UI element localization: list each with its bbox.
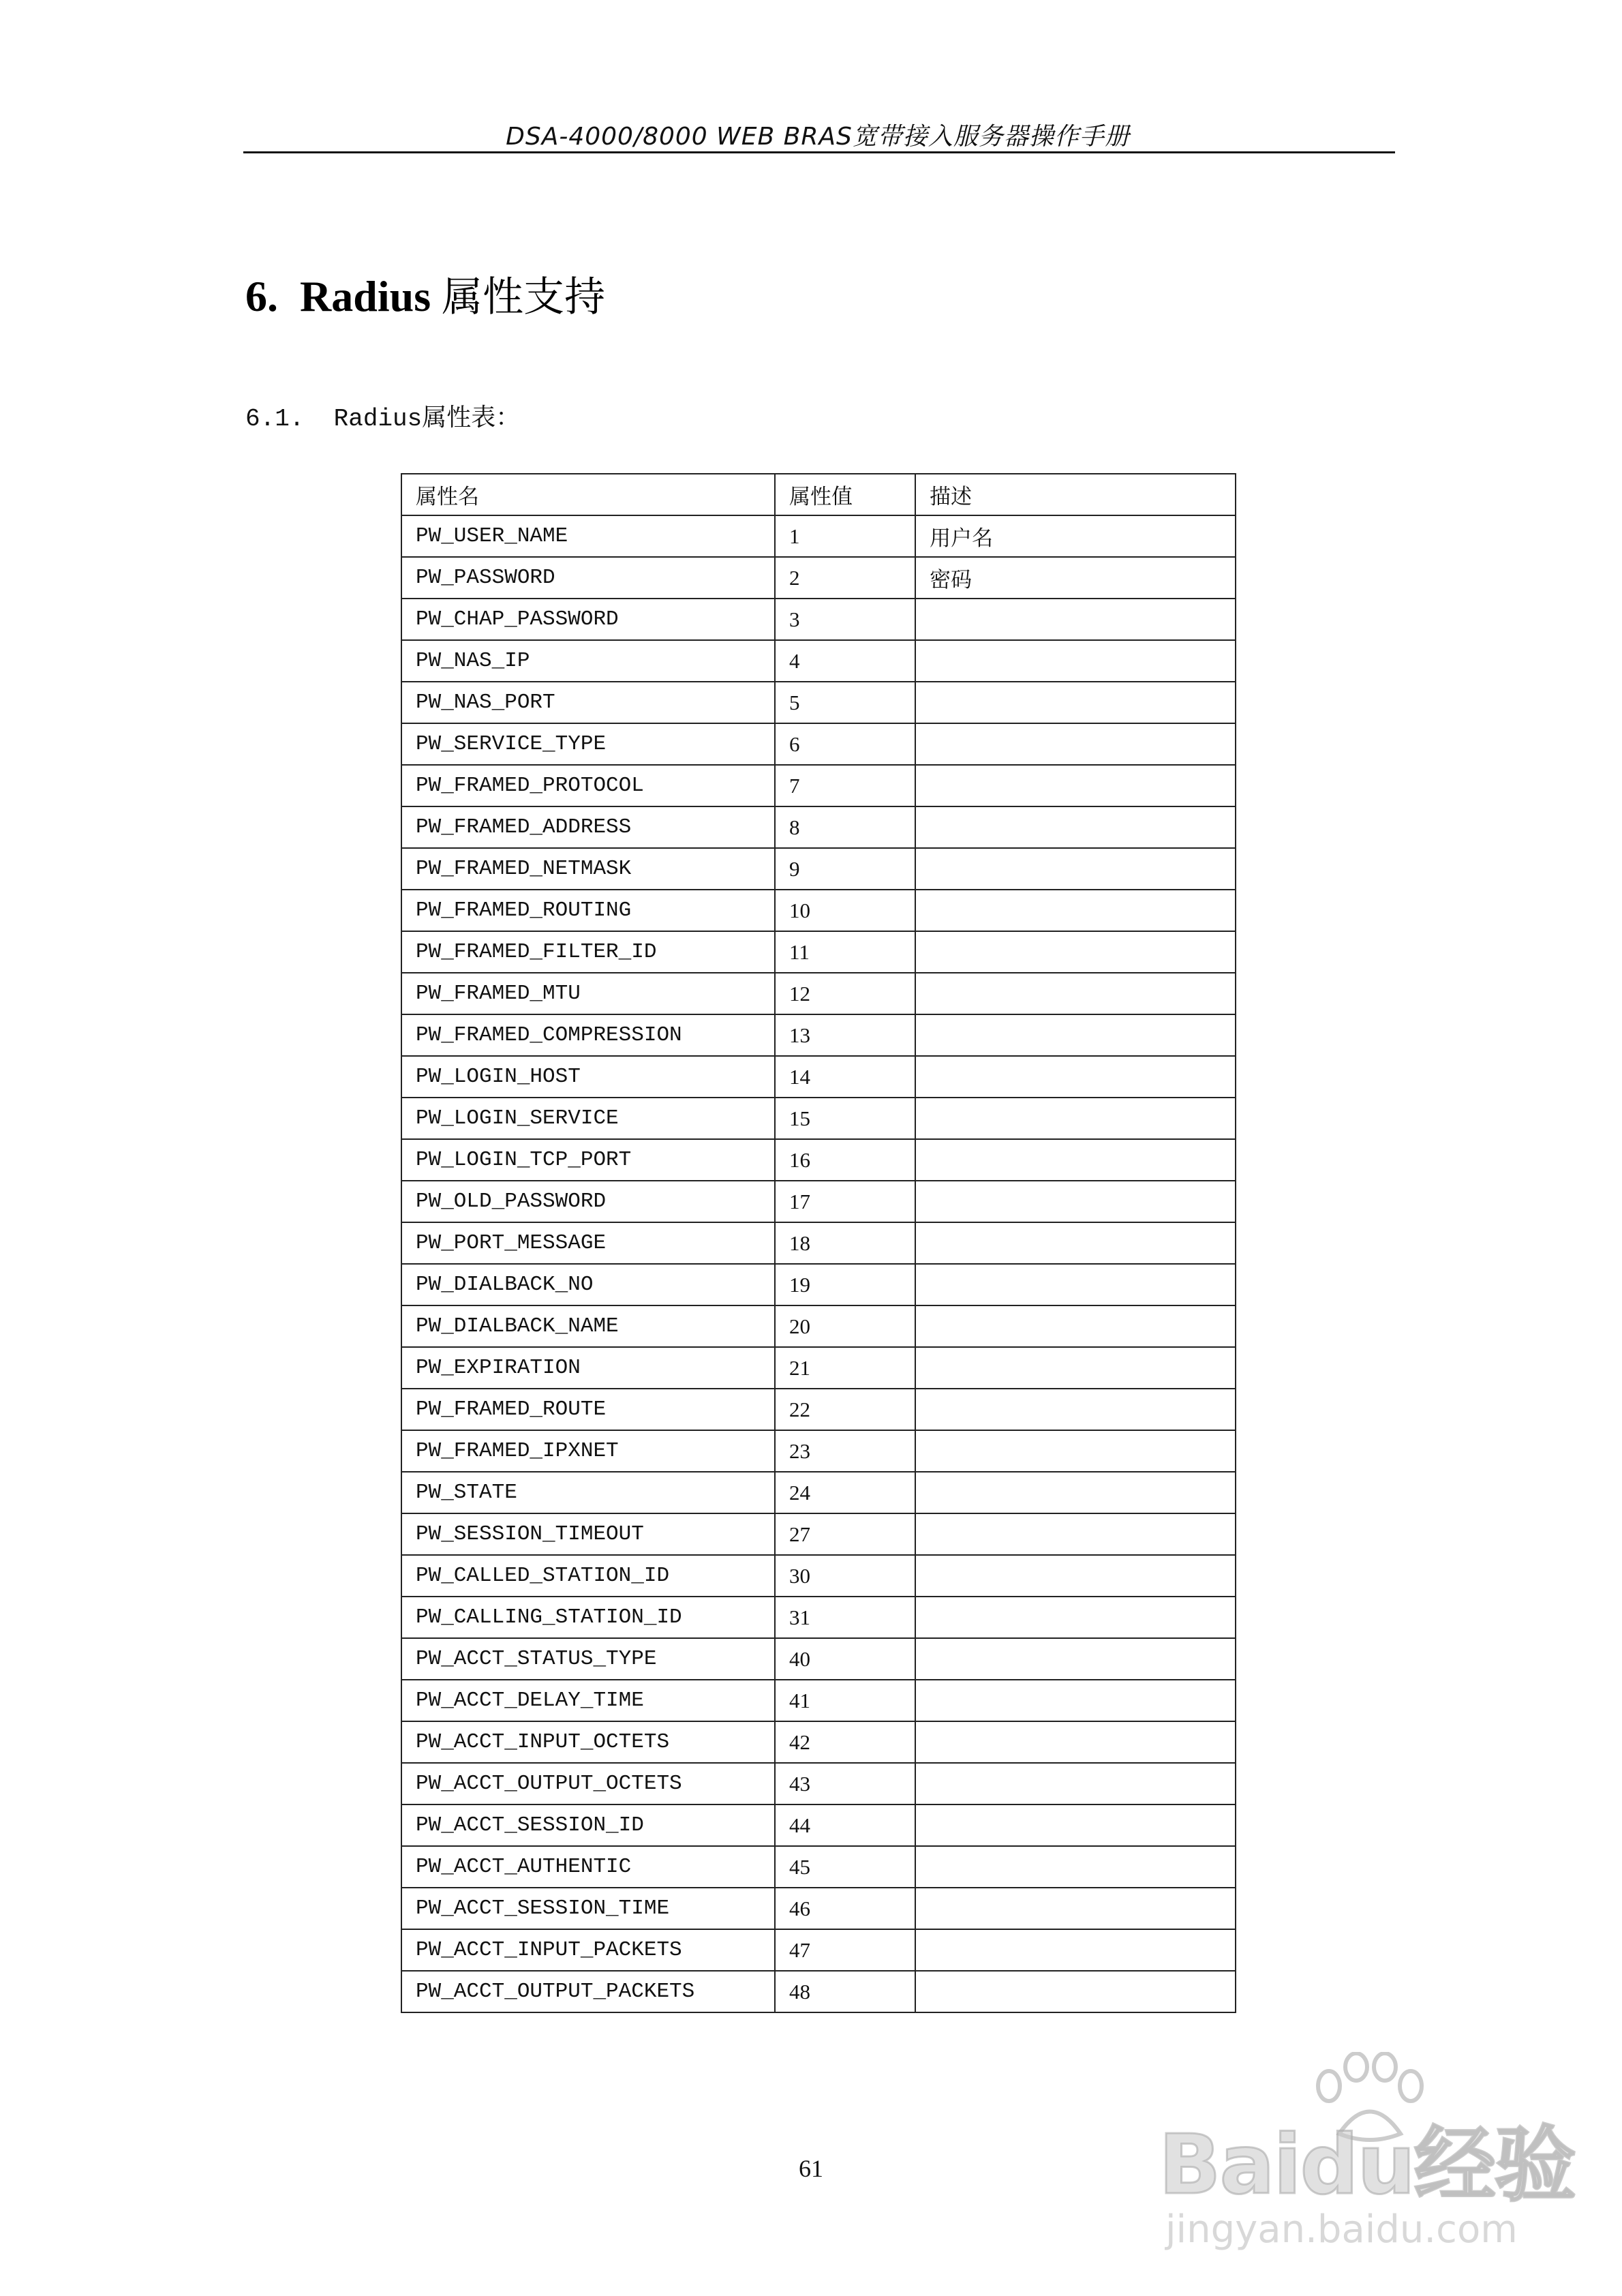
attr-name-cell: PW_FRAMED_MTU — [401, 973, 775, 1014]
attr-value-cell: 19 — [775, 1264, 915, 1305]
attr-description-cell — [915, 1804, 1236, 1846]
table-row — [401, 515, 1236, 557]
table-row — [401, 723, 1236, 765]
table-row — [401, 1971, 1236, 2012]
attr-name-cell: PW_FRAMED_PROTOCOL — [401, 765, 775, 806]
attr-name-cell: PW_SERVICE_TYPE — [401, 723, 775, 765]
attr-description-cell — [915, 1513, 1236, 1555]
table-row — [401, 1680, 1236, 1721]
attr-description-cell — [915, 1472, 1236, 1513]
table-row — [401, 1597, 1236, 1638]
attr-value-cell: 44 — [775, 1804, 915, 1846]
attr-name-cell: PW_NAS_PORT — [401, 682, 775, 723]
attr-value-cell: 43 — [775, 1763, 915, 1804]
attr-name-cell: PW_FRAMED_IPXNET — [401, 1430, 775, 1472]
table-row — [401, 1763, 1236, 1804]
table-row — [401, 1804, 1236, 1846]
attr-value-cell: 7 — [775, 765, 915, 806]
attr-description-cell — [915, 599, 1236, 640]
attr-value-cell: 1 — [775, 515, 915, 557]
attr-name-cell: PW_ACCT_STATUS_TYPE — [401, 1638, 775, 1680]
table-row — [401, 1264, 1236, 1305]
header-divider — [243, 151, 1395, 153]
section-number: 6.1. — [245, 405, 305, 433]
table-row — [401, 1181, 1236, 1222]
attr-description-cell — [915, 1222, 1236, 1264]
table-row — [401, 931, 1236, 973]
table-row — [401, 1056, 1236, 1098]
attr-name-cell: PW_LOGIN_HOST — [401, 1056, 775, 1098]
header-attr-name: 属性名 — [401, 474, 775, 515]
attr-value-cell: 46 — [775, 1888, 915, 1929]
section-title-en: Radius — [333, 405, 423, 433]
attr-name-cell: PW_CALLED_STATION_ID — [401, 1555, 775, 1597]
attr-value-cell: 27 — [775, 1513, 915, 1555]
attr-value-cell: 45 — [775, 1846, 915, 1888]
attr-value-cell: 47 — [775, 1929, 915, 1971]
attr-value-cell: 16 — [775, 1139, 915, 1181]
attr-description-cell — [915, 973, 1236, 1014]
attr-name-cell: PW_FRAMED_FILTER_ID — [401, 931, 775, 973]
attr-name-cell: PW_PASSWORD — [401, 557, 775, 599]
watermark-logo-text: Baidu经验 — [1159, 2118, 1575, 2213]
attr-value-cell: 30 — [775, 1555, 915, 1597]
table-row — [401, 1929, 1236, 1971]
attr-name-cell: PW_FRAMED_COMPRESSION — [401, 1014, 775, 1056]
table-header-row — [401, 474, 1236, 515]
attr-name-cell: PW_LOGIN_TCP_PORT — [401, 1139, 775, 1181]
attr-description-cell — [915, 1430, 1236, 1472]
table-row — [401, 1098, 1236, 1139]
attr-description-cell — [915, 1680, 1236, 1721]
attr-value-cell: 6 — [775, 723, 915, 765]
attr-name-cell: PW_FRAMED_ADDRESS — [401, 806, 775, 848]
watermark-url: jingyan.baidu.com — [1165, 2207, 1518, 2252]
attr-description-cell — [915, 723, 1236, 765]
attr-description-cell — [915, 1888, 1236, 1929]
attr-value-cell: 4 — [775, 640, 915, 682]
table-row — [401, 1389, 1236, 1430]
table-row — [401, 848, 1236, 890]
table-row — [401, 1472, 1236, 1513]
attr-name-cell: PW_DIALBACK_NO — [401, 1264, 775, 1305]
table-row — [401, 1721, 1236, 1763]
attr-name-cell: PW_CHAP_PASSWORD — [401, 599, 775, 640]
table-row — [401, 1139, 1236, 1181]
attr-description-cell — [915, 1721, 1236, 1763]
table-row — [401, 1305, 1236, 1347]
attr-name-cell: PW_PORT_MESSAGE — [401, 1222, 775, 1264]
table-body — [401, 515, 1236, 2012]
table-row — [401, 1555, 1236, 1597]
attr-value-cell: 5 — [775, 682, 915, 723]
table-row — [401, 1888, 1236, 1929]
attr-description-cell — [915, 931, 1236, 973]
table-row — [401, 1513, 1236, 1555]
attr-name-cell: PW_ACCT_SESSION_ID — [401, 1804, 775, 1846]
table-row — [401, 1846, 1236, 1888]
table-row — [401, 1222, 1236, 1264]
table-row — [401, 1638, 1236, 1680]
attr-name-cell: PW_FRAMED_NETMASK — [401, 848, 775, 890]
table-row — [401, 640, 1236, 682]
attr-description-cell — [915, 1763, 1236, 1804]
header-description: 描述 — [915, 474, 1236, 515]
attr-value-cell: 41 — [775, 1680, 915, 1721]
attr-value-cell: 22 — [775, 1389, 915, 1430]
attr-name-cell: PW_ACCT_OUTPUT_PACKETS — [401, 1971, 775, 2012]
table-row — [401, 682, 1236, 723]
table-row — [401, 806, 1236, 848]
attr-value-cell: 14 — [775, 1056, 915, 1098]
baidu-jingyan-watermark — [1159, 2052, 1608, 2284]
section-heading — [245, 398, 520, 433]
attr-value-cell: 2 — [775, 557, 915, 599]
attr-value-cell: 24 — [775, 1472, 915, 1513]
attr-name-cell: PW_DIALBACK_NAME — [401, 1305, 775, 1347]
attr-name-cell: PW_EXPIRATION — [401, 1347, 775, 1389]
attr-name-cell: PW_LOGIN_SERVICE — [401, 1098, 775, 1139]
attr-name-cell: PW_USER_NAME — [401, 515, 775, 557]
running-header-title: DSA-4000/8000 WEB BRAS宽带接入服务器操作手册 — [506, 123, 1130, 151]
attr-value-cell: 13 — [775, 1014, 915, 1056]
attr-value-cell: 20 — [775, 1305, 915, 1347]
attr-description-cell — [915, 682, 1236, 723]
attr-name-cell: PW_FRAMED_ROUTING — [401, 890, 775, 931]
attr-value-cell: 8 — [775, 806, 915, 848]
attr-value-cell: 42 — [775, 1721, 915, 1763]
attr-description-cell — [915, 640, 1236, 682]
attr-description-cell: 密码 — [915, 557, 1236, 599]
attr-description-cell — [915, 1014, 1236, 1056]
table-row — [401, 765, 1236, 806]
attr-value-cell: 40 — [775, 1638, 915, 1680]
attr-description-cell — [915, 1347, 1236, 1389]
attr-description-cell: 用户名 — [915, 515, 1236, 557]
attr-description-cell — [915, 806, 1236, 848]
attr-description-cell — [915, 1597, 1236, 1638]
attr-description-cell — [915, 1264, 1236, 1305]
attr-description-cell — [915, 1181, 1236, 1222]
attr-name-cell: PW_CALLING_STATION_ID — [401, 1597, 775, 1638]
attr-value-cell: 3 — [775, 599, 915, 640]
table-row — [401, 973, 1236, 1014]
attr-description-cell — [915, 1971, 1236, 2012]
chapter-title-en: Radius — [300, 272, 431, 320]
header-attr-value: 属性值 — [775, 474, 915, 515]
attr-value-cell: 31 — [775, 1597, 915, 1638]
attr-description-cell — [915, 765, 1236, 806]
attr-value-cell: 18 — [775, 1222, 915, 1264]
attr-name-cell: PW_OLD_PASSWORD — [401, 1181, 775, 1222]
attr-name-cell: PW_SESSION_TIMEOUT — [401, 1513, 775, 1555]
attr-value-cell: 48 — [775, 1971, 915, 2012]
attr-value-cell: 9 — [775, 848, 915, 890]
attr-description-cell — [915, 1638, 1236, 1680]
page-number: 61 — [799, 2155, 823, 2182]
attr-value-cell: 17 — [775, 1181, 915, 1222]
attr-description-cell — [915, 1098, 1236, 1139]
table-row — [401, 890, 1236, 931]
attr-description-cell — [915, 1056, 1236, 1098]
attr-name-cell: PW_FRAMED_ROUTE — [401, 1389, 775, 1430]
attr-name-cell: PW_ACCT_OUTPUT_OCTETS — [401, 1763, 775, 1804]
attr-description-cell — [915, 1846, 1236, 1888]
attr-name-cell: PW_ACCT_INPUT_PACKETS — [401, 1929, 775, 1971]
attr-value-cell: 23 — [775, 1430, 915, 1472]
attr-name-cell: PW_ACCT_INPUT_OCTETS — [401, 1721, 775, 1763]
attr-description-cell — [915, 1389, 1236, 1430]
attr-name-cell: PW_ACCT_SESSION_TIME — [401, 1888, 775, 1929]
chapter-heading — [245, 265, 605, 323]
attr-description-cell — [915, 1555, 1236, 1597]
attr-description-cell — [915, 1929, 1236, 1971]
attr-name-cell: PW_STATE — [401, 1472, 775, 1513]
attr-name-cell: PW_ACCT_AUTHENTIC — [401, 1846, 775, 1888]
attr-value-cell: 10 — [775, 890, 915, 931]
table-row — [401, 1014, 1236, 1056]
attr-value-cell: 21 — [775, 1347, 915, 1389]
table-row — [401, 557, 1236, 599]
attr-value-cell: 11 — [775, 931, 915, 973]
attr-description-cell — [915, 1139, 1236, 1181]
attr-description-cell — [915, 1305, 1236, 1347]
attr-description-cell — [915, 890, 1236, 931]
table-row — [401, 1430, 1236, 1472]
chapter-number: 6. — [245, 272, 278, 320]
section-title-cn: 属性表： — [422, 404, 521, 432]
table-row — [401, 1347, 1236, 1389]
attr-value-cell: 12 — [775, 973, 915, 1014]
radius-attribute-table — [401, 473, 1236, 2013]
table-row — [401, 599, 1236, 640]
chapter-title-cn: 属性支持 — [442, 273, 606, 321]
attr-description-cell — [915, 848, 1236, 890]
attr-name-cell: PW_NAS_IP — [401, 640, 775, 682]
attr-name-cell: PW_ACCT_DELAY_TIME — [401, 1680, 775, 1721]
attr-value-cell: 15 — [775, 1098, 915, 1139]
